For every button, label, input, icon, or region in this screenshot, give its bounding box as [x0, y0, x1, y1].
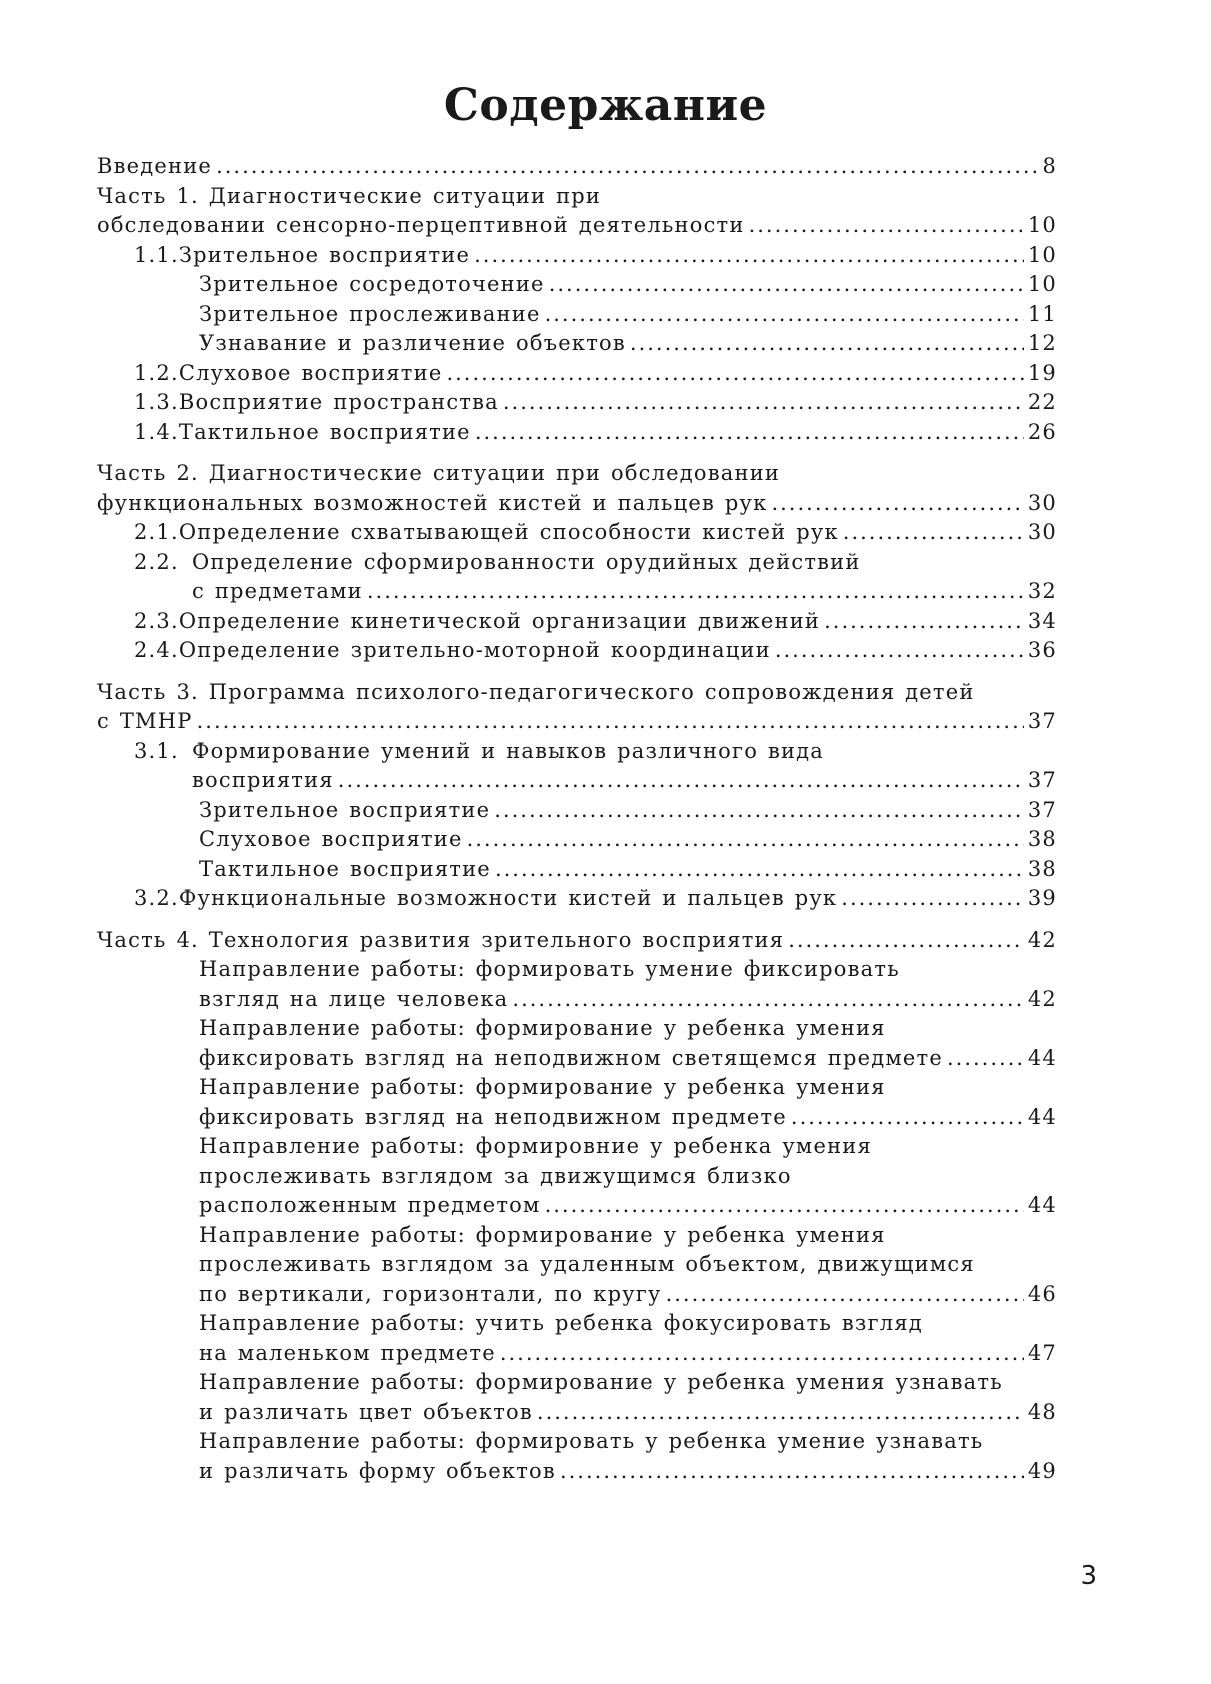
toc-entry[interactable]: Часть 3. Программа психолого-педагогического сопровождения детей с ТМНР ..... 37: [97, 678, 1057, 737]
toc-entry[interactable]: Часть 1. Диагностические ситуации при обследовании сенсорно-перцептивной деятельности ..... 10: [97, 182, 1057, 241]
toc-entry[interactable]: Зрительное восприятие ..... 37: [199, 796, 1057, 826]
toc-entry[interactable]: Узнавание и различение объектов ..... 12: [199, 329, 1057, 359]
toc-entry[interactable]: Направление работы: формировать умение фиксировать взгляд на лице человека ..... 42: [199, 955, 1057, 1014]
toc-entry[interactable]: Введение ..... 8: [97, 152, 1057, 182]
toc-entry[interactable]: Направление работы: формировать у ребенка умение узнавать и различать форму объектов ..... 49: [199, 1427, 1057, 1486]
toc-entry[interactable]: 3.2. Функциональные возможности кистей и пальцев рук ..... 39: [134, 884, 1057, 914]
toc-entry[interactable]: Часть 2. Диагностические ситуации при обследовании функциональных возможностей кистей и пальцев рук ..... 30: [97, 459, 1057, 518]
toc-entry[interactable]: 2.3. Определение кинетической организации движений ..... 34: [134, 607, 1057, 637]
toc-entry[interactable]: Направление работы: формирование у ребенка умения фиксировать взгляд на неподвижном предмете ..... 44: [199, 1073, 1057, 1132]
toc-entry[interactable]: Направление работы: формирование у ребенка умения фиксировать взгляд на неподвижном светящемся предмете ..... 44: [199, 1014, 1057, 1073]
page-number: 3: [1080, 1561, 1097, 1591]
toc-entry[interactable]: Направление работы: формировние у ребенка умения прослеживать взглядом за движущимся близко расположенным предметом ..... 44: [199, 1132, 1057, 1221]
toc-entry[interactable]: 2.4. Определение зрительно-моторной координации ..... 36: [134, 636, 1057, 666]
toc-entry[interactable]: 1.1. Зрительное восприятие ..... 10: [134, 241, 1057, 271]
toc-entry[interactable]: Направление работы: формирование у ребенка умения прослеживать взглядом за удаленным объектом, движущимся по вертикали, горизонтали, по кругу ..... 46: [199, 1221, 1057, 1310]
toc-entry[interactable]: Направление работы: учить ребенка фокусировать взгляд на маленьком предмете ..... 47: [199, 1309, 1057, 1368]
page-title: Содержание: [443, 80, 768, 131]
toc-entry[interactable]: Зрительное сосредоточение ..... 10: [199, 270, 1057, 300]
toc-entry[interactable]: Слуховое восприятие ..... 38: [199, 825, 1057, 855]
toc-entry[interactable]: 2.2. Определение сформированности орудийных действий с предметами ..... 32: [134, 548, 1057, 607]
table-of-contents: [97, 152, 1057, 1486]
toc-entry[interactable]: 3.1. Формирование умений и навыков различного вида восприятия ..... 37: [134, 737, 1057, 796]
toc-entry[interactable]: Зрительное прослеживание ..... 11: [199, 300, 1057, 330]
toc-entry[interactable]: Направление работы: формирование у ребенка умения узнавать и различать цвет объектов ..... 48: [199, 1368, 1057, 1427]
toc-entry[interactable]: 1.4. Тактильное восприятие ..... 26: [134, 418, 1057, 448]
toc-entry[interactable]: 1.2. Слуховое восприятие ..... 19: [134, 359, 1057, 389]
toc-entry[interactable]: 2.1. Определение схватывающей способности кистей рук ..... 30: [134, 518, 1057, 548]
toc-entry[interactable]: Тактильное восприятие ..... 38: [199, 855, 1057, 885]
toc-entry[interactable]: 1.3. Восприятие пространства ..... 22: [134, 388, 1057, 418]
toc-entry[interactable]: Часть 4. Технология развития зрительного восприятия ..... 42: [97, 926, 1057, 956]
